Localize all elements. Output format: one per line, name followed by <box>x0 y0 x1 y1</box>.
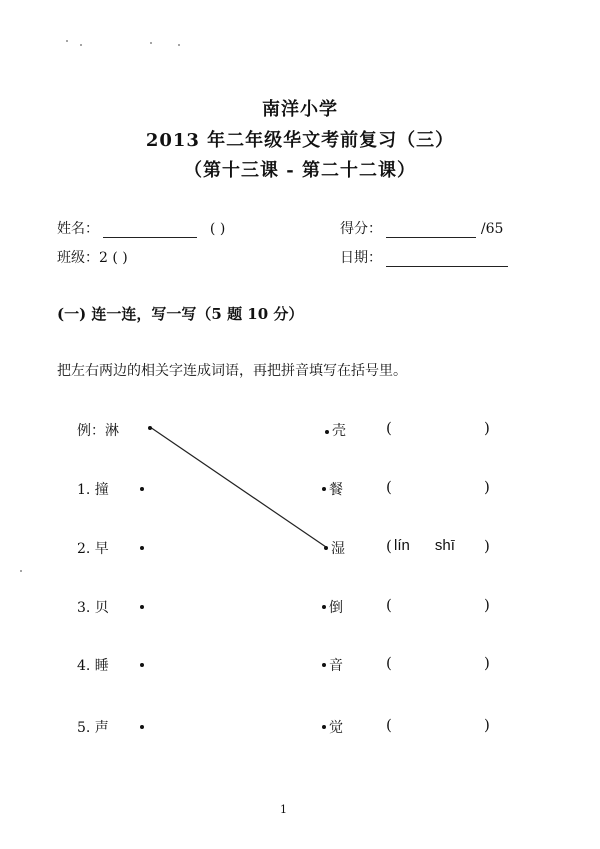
paren-open: ( <box>386 419 392 437</box>
paren-close: ) <box>484 654 490 672</box>
paren-close: ) <box>484 596 490 614</box>
paren-open: ( <box>386 716 392 734</box>
left-item: 1. 撞 <box>77 482 109 498</box>
paren-close: ) <box>484 716 490 734</box>
lesson-range: （第十三课 - 第二十二课） <box>183 160 416 181</box>
right-item: 音 <box>329 658 343 674</box>
right-item: 壳 <box>332 423 346 439</box>
left-dot[interactable] <box>140 605 144 609</box>
paren-close: ) <box>484 537 490 555</box>
right-dot[interactable] <box>322 605 326 609</box>
pinyin-answer[interactable]: lín shī <box>394 537 455 554</box>
right-dot[interactable] <box>325 430 329 434</box>
exam-title: 2013 年二年级华文考前复习（三） <box>145 130 455 151</box>
right-dot[interactable] <box>322 487 326 491</box>
class-field: 班级：2 ( ) <box>57 250 128 266</box>
left-dot[interactable] <box>140 663 144 667</box>
left-item: 5. 声 <box>77 720 109 736</box>
paren-open: ( <box>386 537 392 555</box>
right-item: 倒 <box>329 600 343 616</box>
page-number: 1 <box>280 803 287 816</box>
name-paren: ( ) <box>209 221 226 237</box>
school-name: 南洋小学 <box>262 99 338 120</box>
paren-open: ( <box>386 596 392 614</box>
right-item: 觉 <box>329 720 343 736</box>
paren-open: ( <box>386 478 392 496</box>
left-item: 4. 睡 <box>77 658 109 674</box>
paren-close: ) <box>484 478 490 496</box>
date-label: 日期： <box>340 250 382 266</box>
name-label: 姓名： <box>57 221 99 237</box>
left-dot[interactable] <box>148 426 152 430</box>
score-total: /65 <box>480 221 504 237</box>
right-dot[interactable] <box>322 663 326 667</box>
right-dot[interactable] <box>324 546 328 550</box>
score-label: 得分： <box>340 221 382 237</box>
left-item: 例：淋 <box>77 423 119 439</box>
left-dot[interactable] <box>140 546 144 550</box>
left-dot[interactable] <box>140 725 144 729</box>
left-dot[interactable] <box>140 487 144 491</box>
left-item: 2. 早 <box>77 541 109 557</box>
right-item: 餐 <box>329 482 343 498</box>
section-instruction: 把左右两边的相关字连成词语，再把拼音填写在括号里。 <box>57 363 407 379</box>
paren-close: ) <box>484 419 490 437</box>
right-dot[interactable] <box>322 725 326 729</box>
left-item: 3. 贝 <box>77 600 109 616</box>
section-heading: (一) 连一连，写一写（5 题 10 分） <box>57 305 304 323</box>
paren-open: ( <box>386 654 392 672</box>
right-item: 湿 <box>331 541 345 557</box>
